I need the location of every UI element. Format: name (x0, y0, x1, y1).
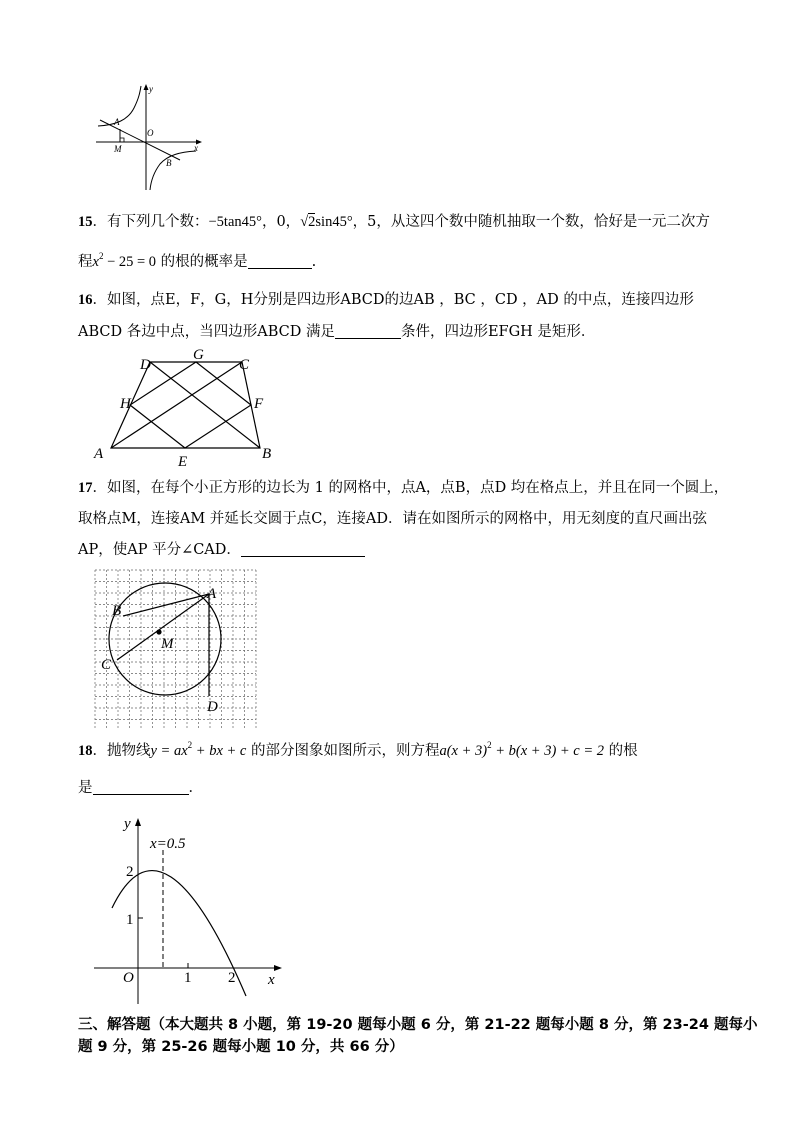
q16-text-1: ．如图，点E，F，G，H分别是四边形ABCD的边AB ，BC ，CD ，AD 的中点，连接四边形 (92, 292, 694, 308)
q15-text-d: 的根的概率是 (160, 254, 248, 270)
line-through-A-B (100, 120, 180, 160)
q18-text-1c: 的根 (608, 743, 638, 759)
q16-line1 (78, 290, 694, 310)
label-x: x (194, 143, 198, 153)
label-symmetry: x=0.5 (150, 836, 186, 852)
q18-eq1-exp: 2 (187, 740, 193, 750)
q15-text-a: ．有下列几个数： (92, 214, 209, 230)
label-y-tick-1: 1 (126, 912, 134, 928)
label-A: A (94, 446, 104, 462)
q18-line1 (78, 741, 638, 761)
q16-figure (92, 342, 282, 470)
q17-line1 (78, 478, 728, 498)
q15-sep-1: ，0， (261, 214, 301, 230)
q18-number: 18 (78, 743, 93, 759)
q17-number: 17 (78, 480, 93, 496)
label-O: O (147, 128, 154, 138)
q18-eq2-b: + b(x + 3) + c = 2 (491, 743, 605, 759)
sqrt-2: √2 (300, 214, 316, 230)
q18-eq1-rest: + bx + c (192, 743, 247, 759)
q16-text-2b: 条件，四边形EFGH 是矩形． (400, 324, 596, 340)
label-E: E (178, 454, 188, 470)
q15-text-e: . (311, 254, 317, 270)
label-y: y (124, 816, 131, 832)
q17-line2 (78, 509, 707, 529)
q16-text-2a: ABCD 各边中点，当四边形ABCD 满足 (78, 324, 335, 340)
q15-answer-blank[interactable] (248, 252, 312, 269)
label-M: M (161, 636, 174, 652)
label-D: D (140, 357, 151, 373)
q15-eq-var: x (92, 254, 99, 270)
q17-text-3: AP，使AP 平分∠CAD． (78, 542, 241, 558)
label-origin: O (123, 970, 134, 986)
section-3-heading: 三、解答题（本大题共 8 小题，第 19-20 题每小题 6 分，第 21-22 题每小题 8 分，第 23-24 题每小题 9 分，第 25-26 题每小题 10 分，共 66 分） (78, 1017, 758, 1055)
label-H: H (120, 396, 131, 412)
label-D: D (207, 699, 218, 715)
q17-figure (93, 568, 257, 728)
label-x-tick-2: 2 (228, 970, 236, 986)
quadrilateral-EFGH (130, 362, 251, 448)
sqrt-sign-icon: √ (300, 214, 309, 230)
q18-answer-blank[interactable] (93, 778, 189, 795)
label-B: B (166, 158, 172, 168)
right-angle-mark (120, 138, 124, 142)
segment-AB (123, 594, 209, 616)
label-F: F (254, 396, 264, 412)
q18-figure (92, 810, 292, 1010)
label-C: C (101, 657, 112, 673)
label-C: C (239, 357, 250, 373)
q15-line1 (78, 212, 710, 232)
label-A: A (207, 586, 217, 602)
q18-eq1: y = ax (150, 743, 188, 759)
q15-number: 15 (78, 214, 93, 230)
label-B: B (112, 603, 122, 619)
q17-text-1: ．如图，在每个小正方形的边长为 1 的网格中，点A，点B，点D 均在格点上，并且在同一个圆上， (92, 480, 729, 496)
q18-eq2-a: a(x + 3) (439, 743, 488, 759)
q15-line2 (78, 252, 316, 272)
hyperbola-upper-left (98, 86, 141, 126)
q14-figure (92, 82, 204, 194)
label-M: M (114, 144, 122, 154)
q17-line3 (78, 540, 365, 560)
q17-text-2: 取格点M，连接AM 并延长交圆于点C，连接AD．请在如图所示的网格中，用无刻度的直尺画出弦 (78, 511, 707, 527)
q16-number: 16 (78, 292, 93, 308)
q18-text-2b: ． (188, 780, 203, 796)
q18-text-1a: ．抛物线 (92, 743, 151, 759)
q15-eq-exp: 2 (98, 251, 104, 261)
dashed-grid (95, 570, 256, 728)
q17-answer-blank[interactable] (241, 540, 365, 557)
label-y-tick-2: 2 (126, 864, 134, 880)
q15-sep-2: ，5，从这四个数中随机抽取一个数，恰好是一元二次方 (352, 214, 710, 230)
q16-answer-blank[interactable] (335, 322, 401, 339)
q18-text-2a: 是 (78, 780, 93, 796)
quadrilateral-ABCD (111, 362, 260, 448)
q15-value-3: sin45° (315, 214, 353, 230)
label-x: x (268, 972, 275, 988)
label-x-tick-1: 1 (184, 970, 192, 986)
label-G: G (193, 347, 204, 363)
q15-text-c: 程 (78, 254, 93, 270)
y-axis-arrow (144, 84, 149, 90)
x-axis-arrow (274, 965, 282, 971)
label-B: B (262, 446, 272, 462)
q18-eq2-exp: 2 (487, 740, 492, 750)
y-axis-arrow (135, 818, 141, 826)
point-M (156, 629, 161, 634)
q15-eq-rest: − 25 = 0 (103, 254, 157, 270)
q16-line2 (78, 322, 595, 342)
q18-text-1b: 的部分图象如图所示，则方程 (250, 743, 440, 759)
label-y: y (149, 84, 153, 94)
label-A: A (114, 117, 120, 127)
q18-line2 (78, 778, 203, 798)
q15-value-1: −5tan45° (208, 214, 262, 230)
